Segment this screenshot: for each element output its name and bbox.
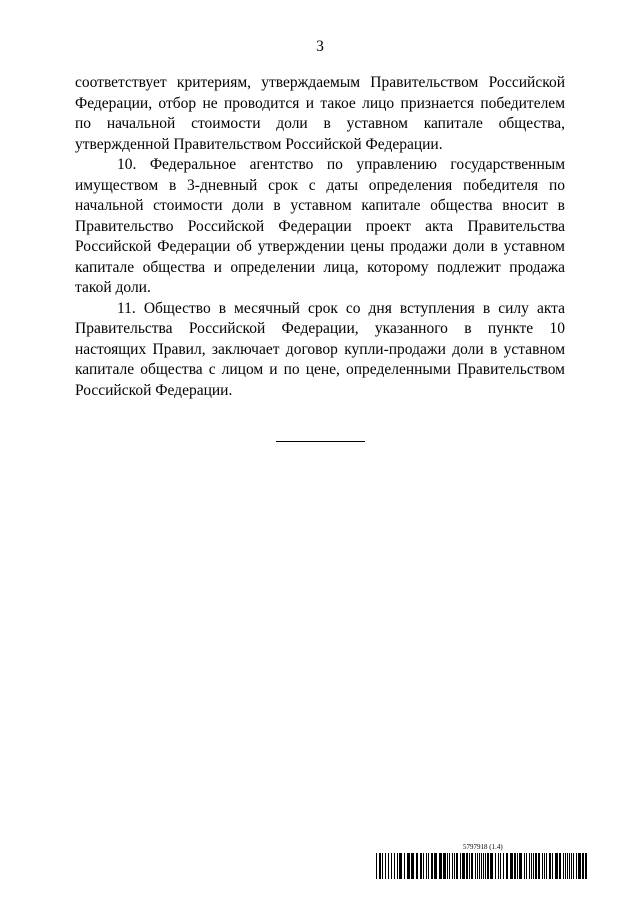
barcode-bar [449,853,450,879]
barcode-bar [456,853,458,879]
barcode-bar [416,853,418,879]
barcode-bar [526,853,527,879]
barcode-bar [434,853,437,879]
barcode-bar [462,853,465,879]
barcode-bar [571,853,572,879]
barcode-bar [397,853,398,879]
barcode-bar [535,853,537,879]
paragraph-item-10: 10. Федеральное агентство по управлению государственным имуществом в 3-дневный срок с даты определения победителя по начальной стоимости доли в уставном капитале общества вносит в Правительство Российской Федерации проект акта Правительства Российской Федерации об утверждении цены продажи доли в уставном капитале общества и определении лица, которому подлежит продажа такой доли. [75,156,565,296]
barcode-bar [549,853,551,879]
barcode-bar [460,853,461,879]
barcode-bar [452,853,453,879]
barcode-bar [559,853,561,879]
barcode-bar [428,853,429,879]
barcode-bar [487,853,489,879]
barcode-bar [500,853,501,879]
barcode-bar [565,853,566,879]
barcode-bar [379,853,381,879]
barcode-bar [391,853,392,879]
barcode-bar [454,853,455,879]
paragraph-continuation: соответствует критериям, утверждаемым Правительством Российской Федерации, отбор не проводится и такое лицо признается победителем по начальной стоимости доли в уставном капитале общества, утвержденной Правительством Российской Федерации. [75,74,565,153]
barcode-bar [552,853,553,879]
barcode-bar [483,853,484,879]
barcode-bar [578,853,581,879]
barcode-label: 5797918 (1.4) [463,843,503,851]
barcode-bar [498,853,499,879]
barcode-bar [388,853,389,879]
barcode-bar [519,853,522,879]
barcode-bar [514,853,516,879]
barcode-bar [376,853,377,879]
barcode-bar [404,853,405,879]
barcode-icon [376,853,587,879]
barcode-bar [585,853,587,879]
barcode-bar [477,853,478,879]
barcode-bar [555,853,558,879]
end-separator-line [276,441,365,442]
barcode-bar [531,853,532,879]
barcode-bar [582,853,584,879]
barcode-bar [542,853,543,879]
barcode-bar [481,853,482,879]
barcode-bar [399,853,402,879]
barcode-bar [394,853,395,879]
barcode-bar [533,853,534,879]
barcode-bar [576,853,577,879]
barcode-bar [479,853,480,879]
barcode-bar [385,853,386,879]
document-body [75,73,565,401]
barcode-bar [420,853,422,879]
barcode-bar [567,853,568,879]
barcode-bar [382,853,383,879]
barcode-bar [475,853,476,879]
barcode-bar [517,853,518,879]
barcode-bar [411,853,414,879]
barcode-bar [471,853,473,879]
barcode-bar [439,853,442,879]
barcode-bar [506,853,508,879]
barcode-bar [544,853,545,879]
barcode-bar [546,853,547,879]
barcode-bar [485,853,486,879]
barcode-bar [466,853,468,879]
barcode-bar [563,853,564,879]
barcode-bar [431,853,433,879]
barcode-bar [407,853,410,879]
barcode-bar [524,853,525,879]
barcode-bar [569,853,570,879]
barcode-bar [573,853,574,879]
barcode-bar [447,853,448,879]
barcode-bar [423,853,424,879]
barcode-bar [529,853,530,879]
barcode-bar [469,853,470,879]
barcode-bar [503,853,504,879]
page-number: 3 [316,38,324,55]
paragraph-item-11: 11. Общество в месячный срок со дня вступления в силу акта Правительства Российской Федерации, указанного в пункте 10 настоящих Правил, заключает договор купли-продажи доли в уставном капитале общества с лицом и по цене, определенными Правительством Российской Федерации. [75,299,565,399]
barcode-bar [510,853,513,879]
barcode-bar [538,853,540,879]
barcode-bar [443,853,446,879]
barcode-bar [495,853,496,879]
barcode-bar [426,853,427,879]
barcode-bar [490,853,493,879]
